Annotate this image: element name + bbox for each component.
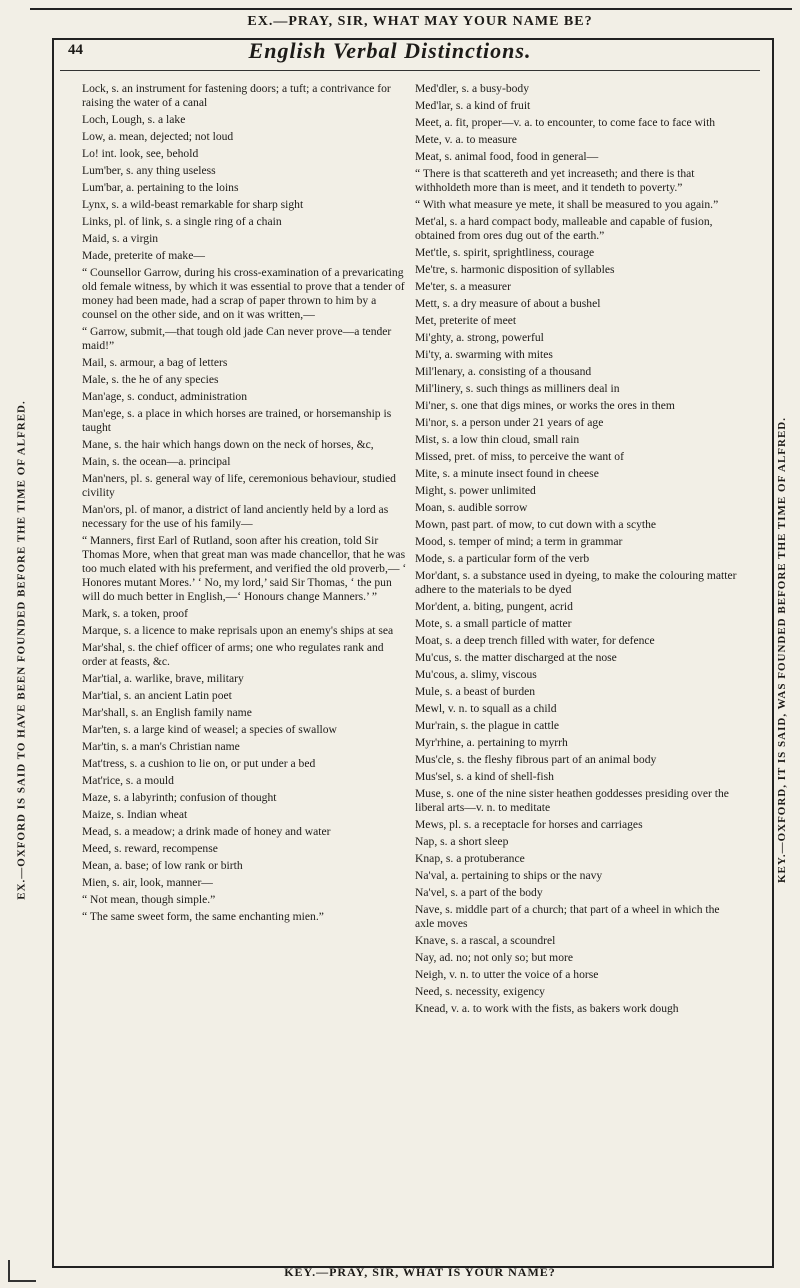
right-entry: Meet, a. fit, proper—v. a. to encounter, to come face to face with	[415, 116, 716, 129]
left-entry: Main, s. the ocean—a. principal	[82, 455, 231, 468]
right-entry: Mor'dent, a. biting, pungent, acrid	[415, 600, 573, 613]
right-entry: Mus'sel, s. a kind of shell-fish	[415, 770, 554, 783]
right-entry: Knead, v. a. to work with the fists, as bakers work dough	[415, 1002, 679, 1015]
left-entry: Lynx, s. a wild-beast remarkable for sharp sight	[82, 198, 304, 211]
right-entry: Met'tle, s. spirit, sprightliness, courage	[415, 246, 595, 259]
right-entry: Mor'dant, s. a substance used in dyeing, to make the colouring matter adhere to the materials to be dyed	[415, 569, 737, 596]
top-rule	[30, 8, 792, 10]
left-entry: “ Counsellor Garrow, during his cross-examination of a prevaricating old female witness, by which it was essential to prove that a tender of money had been made, had a scrap of paper thrown to him by a counsel on the other side, and on it was written,—	[82, 266, 405, 321]
left-entry: Male, s. the he of any species	[82, 373, 219, 386]
right-entry: Neigh, v. n. to utter the voice of a horse	[415, 968, 599, 981]
page-title: English Verbal Distinctions.	[248, 38, 532, 63]
running-header: EX.—PRAY, SIR, WHAT MAY YOUR NAME BE?	[247, 14, 593, 29]
right-entry: Me'tre, s. harmonic disposition of syllables	[415, 263, 615, 276]
right-entry: Mete, v. a. to measure	[415, 133, 517, 146]
page-number: 44	[68, 42, 83, 58]
right-entry: Mil'lenary, a. consisting of a thousand	[415, 365, 592, 378]
right-entry: Mu'cous, a. slimy, viscous	[415, 668, 537, 681]
left-entry: Meed, s. reward, recompense	[82, 842, 218, 855]
right-entry: Mu'cus, s. the matter discharged at the nose	[415, 651, 617, 664]
right-entry: Mule, s. a beast of burden	[415, 685, 536, 698]
left-entry: Man'ors, pl. of manor, a district of land anciently held by a lord as necessary for the use of his family—	[82, 503, 389, 530]
running-footer: KEY.—PRAY, SIR, WHAT IS YOUR NAME?	[284, 1265, 556, 1279]
right-entry: “ With what measure ye mete, it shall be measured to you again.”	[415, 198, 719, 211]
left-entry: “ The same sweet form, the same enchanting mien.”	[82, 910, 324, 923]
right-entry: Met'al, s. a hard compact body, malleable and capable of fusion, obtained from ores dug out of the earth.”	[415, 215, 713, 242]
left-entry: Mien, s. air, look, manner—	[82, 876, 213, 889]
left-entry: Mat'tress, s. a cushion to lie on, or put under a bed	[82, 757, 316, 770]
right-entry: Mus'cle, s. the fleshy fibrous part of an animal body	[415, 753, 657, 766]
right-entry: Mil'linery, s. such things as milliners deal in	[415, 382, 620, 395]
left-entry: Marque, s. a licence to make reprisals upon an enemy's ships at sea	[82, 624, 394, 637]
right-entry: Need, s. necessity, exigency	[415, 985, 545, 998]
right-entry: Might, s. power unlimited	[415, 484, 536, 497]
left-entry: Mark, s. a token, proof	[82, 607, 188, 620]
right-entry: Mode, s. a particular form of the verb	[415, 552, 590, 565]
left-entry: “ Garrow, submit,—that tough old jade Can never prove—a tender maid!”	[82, 325, 392, 352]
left-entry: Man'age, s. conduct, administration	[82, 390, 248, 403]
right-column	[415, 82, 740, 1019]
right-entry: Mi'nor, s. a person under 21 years of age	[415, 416, 604, 429]
right-entry: Knave, s. a rascal, a scoundrel	[415, 934, 556, 947]
right-entry: Mewl, v. n. to squall as a child	[415, 702, 557, 715]
left-entry: Lum'ber, s. any thing useless	[82, 164, 216, 177]
left-entry: Maize, s. Indian wheat	[82, 808, 188, 821]
right-entry: Mi'ner, s. one that digs mines, or works the ores in them	[415, 399, 675, 412]
left-entry: Mead, s. a meadow; a drink made of honey and water	[82, 825, 331, 838]
left-entry: Mar'shal, s. the chief officer of arms; one who regulates rank and order at feasts, &c.	[82, 641, 384, 668]
right-entry: Moat, s. a deep trench filled with water, for defence	[415, 634, 655, 647]
right-entry: Mi'ty, a. swarming with mites	[415, 348, 553, 361]
right-entry: Me'ter, s. a measurer	[415, 280, 511, 293]
left-entry: Low, a. mean, dejected; not loud	[82, 130, 234, 143]
right-entry: Mote, s. a small particle of matter	[415, 617, 572, 630]
right-entry: Muse, s. one of the nine sister heathen goddesses presiding over the liberal arts—v. n. to meditate	[415, 787, 729, 814]
right-entry: Nave, s. middle part of a church; that part of a wheel in which the axle moves	[415, 903, 720, 930]
left-entry: Maid, s. a virgin	[82, 232, 159, 245]
right-entry: Med'dler, s. a busy-body	[415, 82, 530, 95]
left-entry: Mar'shall, s. an English family name	[82, 706, 252, 719]
left-entry: Mar'ten, s. a large kind of weasel; a species of swallow	[82, 723, 337, 736]
left-entry: “ Manners, first Earl of Rutland, soon after his creation, told Sir Thomas More, when that great man was made chancellor, that he was too much elated with his preferment, and verified the old proverb,— ‘ Honores mutant Mores.’ ‘ No, my lord,’ said Sir Thomas, ‘ the pun will do much better in English,—‘ Honours change Manners.’ ”	[82, 534, 407, 603]
title-rule	[60, 70, 760, 71]
side-caption-left	[14, 150, 30, 1150]
side-caption-right	[774, 150, 790, 1150]
corner-mark	[8, 1260, 36, 1282]
right-entry: Mews, pl. s. a receptacle for horses and carriages	[415, 818, 643, 831]
left-entry: Mean, a. base; of low rank or birth	[82, 859, 243, 872]
right-entry: Na'val, a. pertaining to ships or the navy	[415, 869, 603, 882]
left-entry: Maze, s. a labyrinth; confusion of thought	[82, 791, 277, 804]
right-entry: Moan, s. audible sorrow	[415, 501, 528, 514]
right-entry: Mist, s. a low thin cloud, small rain	[415, 433, 580, 446]
left-entry: Lo! int. look, see, behold	[82, 147, 199, 160]
side-caption-left-text: EX.—OXFORD IS SAID TO HAVE BEEN FOUNDED BEFORE THE TIME OF ALFRED.	[16, 400, 28, 900]
right-entry: Myr'rhine, a. pertaining to myrrh	[415, 736, 568, 749]
left-entry: Lum'bar, a. pertaining to the loins	[82, 181, 239, 194]
right-entry: Mood, s. temper of mind; a term in grammar	[415, 535, 623, 548]
right-entry: Nap, s. a short sleep	[415, 835, 509, 848]
right-entry: Med'lar, s. a kind of fruit	[415, 99, 531, 112]
right-entry: Mown, past part. of mow, to cut down with a scythe	[415, 518, 657, 531]
right-entry: Mite, s. a minute insect found in cheese	[415, 467, 599, 480]
left-entry: Mane, s. the hair which hangs down on the neck of horses, &c,	[82, 438, 374, 451]
right-entry: Nay, ad. no; not only so; but more	[415, 951, 573, 964]
left-entry: “ Not mean, though simple.”	[82, 893, 216, 906]
right-entry: Mi'ghty, a. strong, powerful	[415, 331, 544, 344]
left-entry: Mar'tin, s. a man's Christian name	[82, 740, 240, 753]
left-entry: Mar'tial, s. an ancient Latin poet	[82, 689, 232, 702]
left-entry: Man'ners, pl. s. general way of life, ceremonious behaviour, studied civility	[82, 472, 396, 499]
left-entry: Lock, s. an instrument for fastening doors; a tuft; a contrivance for raising the water of a canal	[82, 82, 391, 109]
left-entry: Made, preterite of make—	[82, 249, 205, 262]
left-entry: Man'ege, s. a place in which horses are trained, or horsemanship is taught	[82, 407, 392, 434]
right-entry: Missed, pret. of miss, to perceive the want of	[415, 450, 624, 463]
left-entry: Mail, s. armour, a bag of letters	[82, 356, 228, 369]
right-entry: Mett, s. a dry measure of about a bushel	[415, 297, 601, 310]
left-entry: Mat'rice, s. a mould	[82, 774, 174, 787]
right-entry: Knap, s. a protuberance	[415, 852, 525, 865]
left-entry: Links, pl. of link, s. a single ring of a chain	[82, 215, 282, 228]
left-entry: Loch, Lough, s. a lake	[82, 113, 186, 126]
right-entry: Met, preterite of meet	[415, 314, 517, 327]
right-entry: Na'vel, s. a part of the body	[415, 886, 543, 899]
left-entry: Mar'tial, a. warlike, brave, military	[82, 672, 244, 685]
right-entry: “ There is that scattereth and yet increaseth; and there is that withholdeth more than is meet, and it tendeth to poverty.”	[415, 167, 695, 194]
left-column	[82, 82, 407, 927]
side-caption-right-text: KEY.—OXFORD, IT IS SAID, WAS FOUNDED BEFORE THE TIME OF ALFRED.	[776, 416, 789, 884]
right-entry: Meat, s. animal food, food in general—	[415, 150, 599, 163]
right-entry: Mur'rain, s. the plague in cattle	[415, 719, 560, 732]
